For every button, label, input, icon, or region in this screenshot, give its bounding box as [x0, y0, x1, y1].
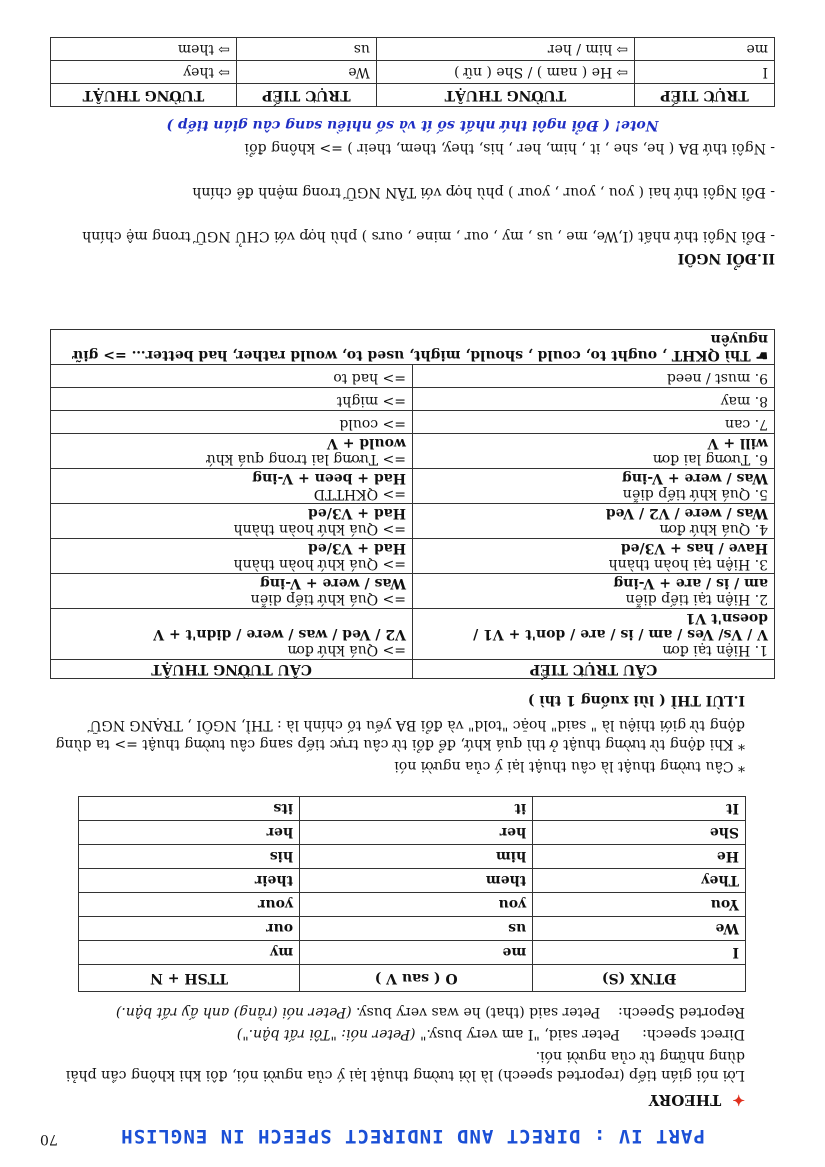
- page-title: PART IV : DIRECT AND INDIRECT SPEECH IN ENGLISH: [120, 1125, 705, 1147]
- pointing-hand-icon: ☛: [755, 347, 768, 363]
- table-row: 3. Hiện tại hoàn thành Have / has + V3/ed => Quá khứ hoàn thành Had + V3/ed: [51, 539, 775, 574]
- note-line: * Khi động từ tường thuật ở thì quá khứ, để đổi từ câu trực tiếp sang câu tường thuật => ta dùng động từ giới thiệu là " said" hoặc "told" và đổi BA yếu tố chính là : THÌ, NGÔI , TRẠNG NGỮ: [55, 717, 745, 752]
- table-row: 1. Hiện tại đơn V / Vs/ Ves / am / is / are / don't + V1 / doesn't V1 => Quá khứ đơn V2 / Ved / was / were / didn't + V: [51, 609, 775, 660]
- pronoun-header: ĐTNX (S): [533, 965, 746, 992]
- arrow-right-icon: ⇨: [218, 41, 230, 57]
- page-number: 70: [40, 1131, 58, 1147]
- arrow-right-icon: ⇨: [616, 64, 628, 80]
- table-row: She her her: [79, 821, 746, 845]
- definition-paragraph: Lời nói gián tiếp (reported speech) là lời tường thuật lại ý của người nói, đôi khi không cần phải dùng những từ của người nói.: [65, 1048, 745, 1083]
- table-row: We us our: [79, 917, 746, 941]
- section-heading: I.LÙI THÌ ( lùi xuống 1 thì ): [527, 692, 745, 708]
- note-line: * Câu tường thuật là câu thuật lại ý của người nói: [394, 758, 745, 774]
- compare-header: TƯỜNG THUẬT: [376, 84, 634, 107]
- table-row: 7. can => could: [51, 411, 775, 434]
- tense-table: [50, 329, 775, 679]
- table-row: It it its: [79, 797, 746, 821]
- table-row: You you your: [79, 893, 746, 917]
- person-change-table: [50, 37, 775, 107]
- table-row: They them their: [79, 869, 746, 893]
- reported-speech-example: Reported Speech: Peter said (that) he was very busy. (Peter nói (rằng) anh ấy rất bận.): [115, 1004, 745, 1020]
- compare-header: TRỰC TIẾP: [236, 84, 376, 107]
- table-row: He him his: [79, 845, 746, 869]
- note-line: Note! ( Đổi ngôi thứ nhất số ít và số nhiều sang câu gián tiếp ): [166, 117, 659, 133]
- theory-heading: ✦ THEORY: [648, 1091, 745, 1109]
- pronoun-header: O ( sau V ): [300, 965, 533, 992]
- pronoun-table: [78, 796, 746, 992]
- table-row: 2. Hiện tại tiếp diễn am / is / are + V-ing => Quá khứ tiếp diễn Was / were + V-ing: [51, 574, 775, 609]
- table-row: 6. Tương lai đơn will + V => Tương lai trong quá khứ would + V: [51, 434, 775, 469]
- rule-line: - Ngôi thứ BA ( he, she , it , him, her , his, they, them, their ) => không đổi: [244, 140, 775, 156]
- section-heading: II.ĐỔI NGÔI: [677, 250, 775, 266]
- arrow-right-icon: ⇨: [218, 64, 230, 80]
- direct-speech-example: Direct speech: Peter said, "I am very busy." (Peter nói: "Tôi rất bận."): [236, 1026, 745, 1042]
- table-row: me ⇨him / her us ⇨them: [51, 38, 775, 61]
- table-row: 5. Quá khứ tiếp diễn Was / were + V-ing => QKHTTD Had + been + V-ing: [51, 469, 775, 504]
- table-row: ☛ Thì QKHT , ought to, could , should, might, used to, would rather, had better… => giữ nguyên: [51, 330, 775, 365]
- table-row: I ⇨He ( nam ) / She ( nữ ) We ⇨they: [51, 61, 775, 84]
- tense-header: CÂU TRỰC TIẾP: [413, 660, 775, 679]
- tense-header: CÂU TƯỜNG THUẬT: [51, 660, 413, 679]
- rule-line: - Đổi Ngôi thứ nhất (I,We, me , us , my , our , mine , ours ) phù hợp với CHỦ NGỮ trong mệ chính: [82, 228, 775, 244]
- table-row: I me my: [79, 941, 746, 965]
- compare-header: TƯỜNG THUẬT: [51, 84, 237, 107]
- compare-header: TRỰC TIẾP: [634, 84, 774, 107]
- rule-line: - Đổi Ngôi thứ hai ( you , your , your ) phù hợp với TÂN NGỮ trong mệnh đề chính: [192, 184, 775, 200]
- arrow-right-icon: ⇨: [616, 41, 628, 57]
- pronoun-header: TTSH + N: [79, 965, 300, 992]
- diamond-bullet-icon: ✦: [732, 1091, 745, 1109]
- table-row: 4. Quá khứ đơn Was / were / V2 / Ved => Quá khứ hoàn thành Had + V3/ed: [51, 504, 775, 539]
- table-row: 8. may => might: [51, 388, 775, 411]
- table-row: 9. must / need => had to: [51, 365, 775, 388]
